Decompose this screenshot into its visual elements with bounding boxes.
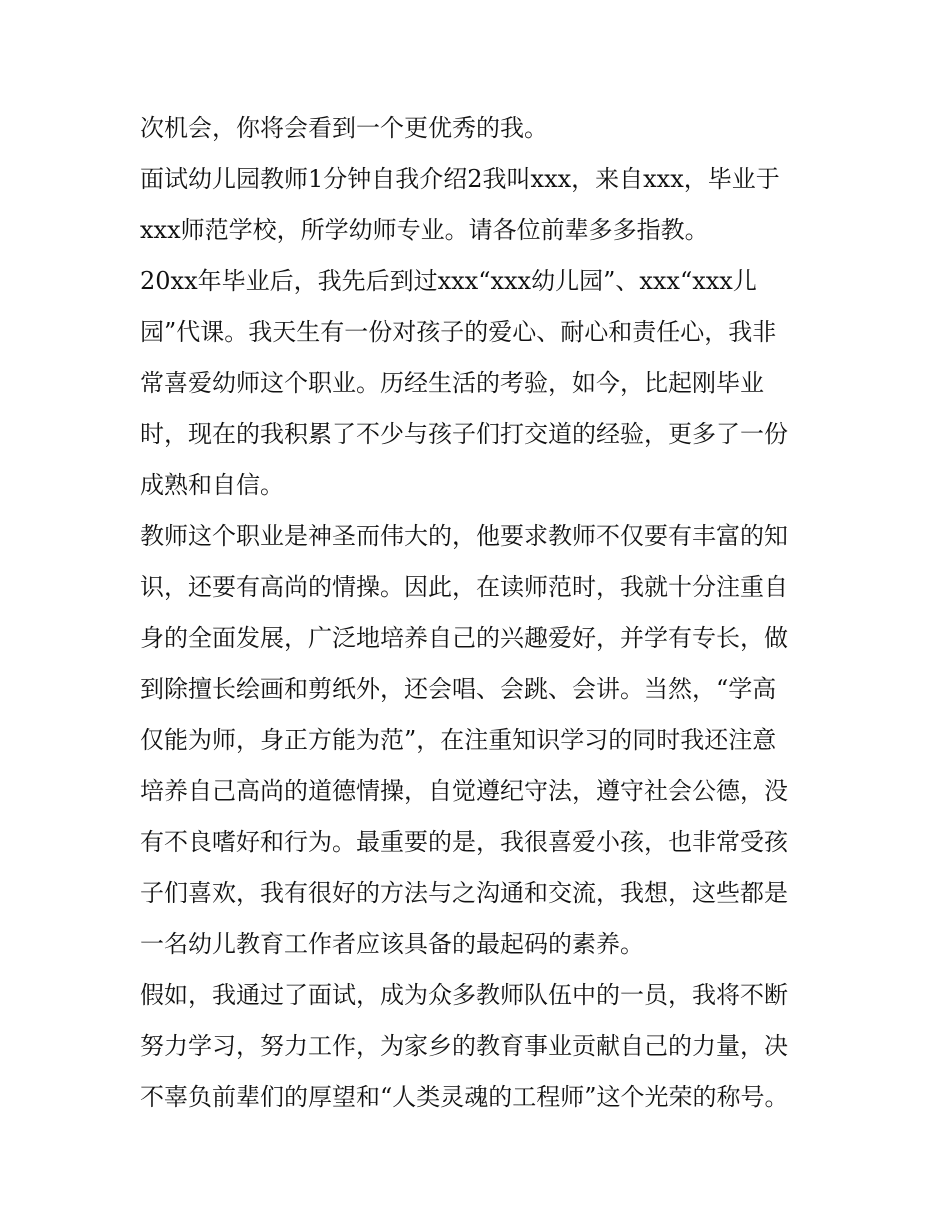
text-line-14: 培养自己高尚的道德情操，自觉遵纪守法，遵守社会公德，没 xyxy=(140,777,788,805)
text-line-19: 努力学习，努力工作，为家乡的教育事业贡献自己的力量，决 xyxy=(140,1032,788,1060)
text-line-8: 成熟和自信。 xyxy=(140,471,284,499)
text-line-20: 不辜负前辈们的厚望和“人类灵魂的工程师”这个光荣的称号。 xyxy=(140,1083,789,1111)
text-line-17: 一名幼儿教育工作者应该具备的最起码的素养。 xyxy=(140,930,644,958)
text-line-1: 次机会，你将会看到一个更优秀的我。 xyxy=(140,114,548,142)
text-line-5: 园”代课。我天生有一份对孩子的爱心、耐心和责任心，我非 xyxy=(140,318,777,346)
document-body xyxy=(140,103,830,1123)
text-line-11: 身的全面发展，广泛地培养自己的兴趣爱好，并学有专长，做 xyxy=(140,624,788,652)
text-line-18: 假如，我通过了面试，成为众多教师队伍中的一员，我将不断 xyxy=(140,981,788,1009)
text-line-7: 时，现在的我积累了不少与孩子们打交道的经验，更多了一份 xyxy=(140,420,788,448)
text-line-12: 到除擅长绘画和剪纸外，还会唱、会跳、会讲。当然，“学高 xyxy=(140,675,777,703)
text-line-3: xxx师范学校，所学幼师专业。请各位前辈多多指教。 xyxy=(140,216,709,244)
text-line-13: 仅能为师，身正方能为范”，在注重知识学习的同时我还注意 xyxy=(140,726,777,754)
text-line-4: 20xx年毕业后，我先后到过xxx“xxx幼儿园”、xxx“xxx儿 xyxy=(140,267,757,295)
text-line-15: 有不良嗜好和行为。最重要的是，我很喜爱小孩，也非常受孩 xyxy=(140,828,788,856)
text-line-9: 教师这个职业是神圣而伟大的，他要求教师不仅要有丰富的知 xyxy=(140,522,788,550)
text-line-6: 常喜爱幼师这个职业。历经生活的考验，如今，比起刚毕业 xyxy=(140,369,764,397)
text-line-16: 子们喜欢，我有很好的方法与之沟通和交流，我想，这些都是 xyxy=(140,879,788,907)
text-line-10: 识，还要有高尚的情操。因此，在读师范时，我就十分注重自 xyxy=(140,573,788,601)
text-line-2: 面试幼儿园教师1分钟自我介绍2我叫xxx，来自xxx，毕业于 xyxy=(140,165,780,193)
